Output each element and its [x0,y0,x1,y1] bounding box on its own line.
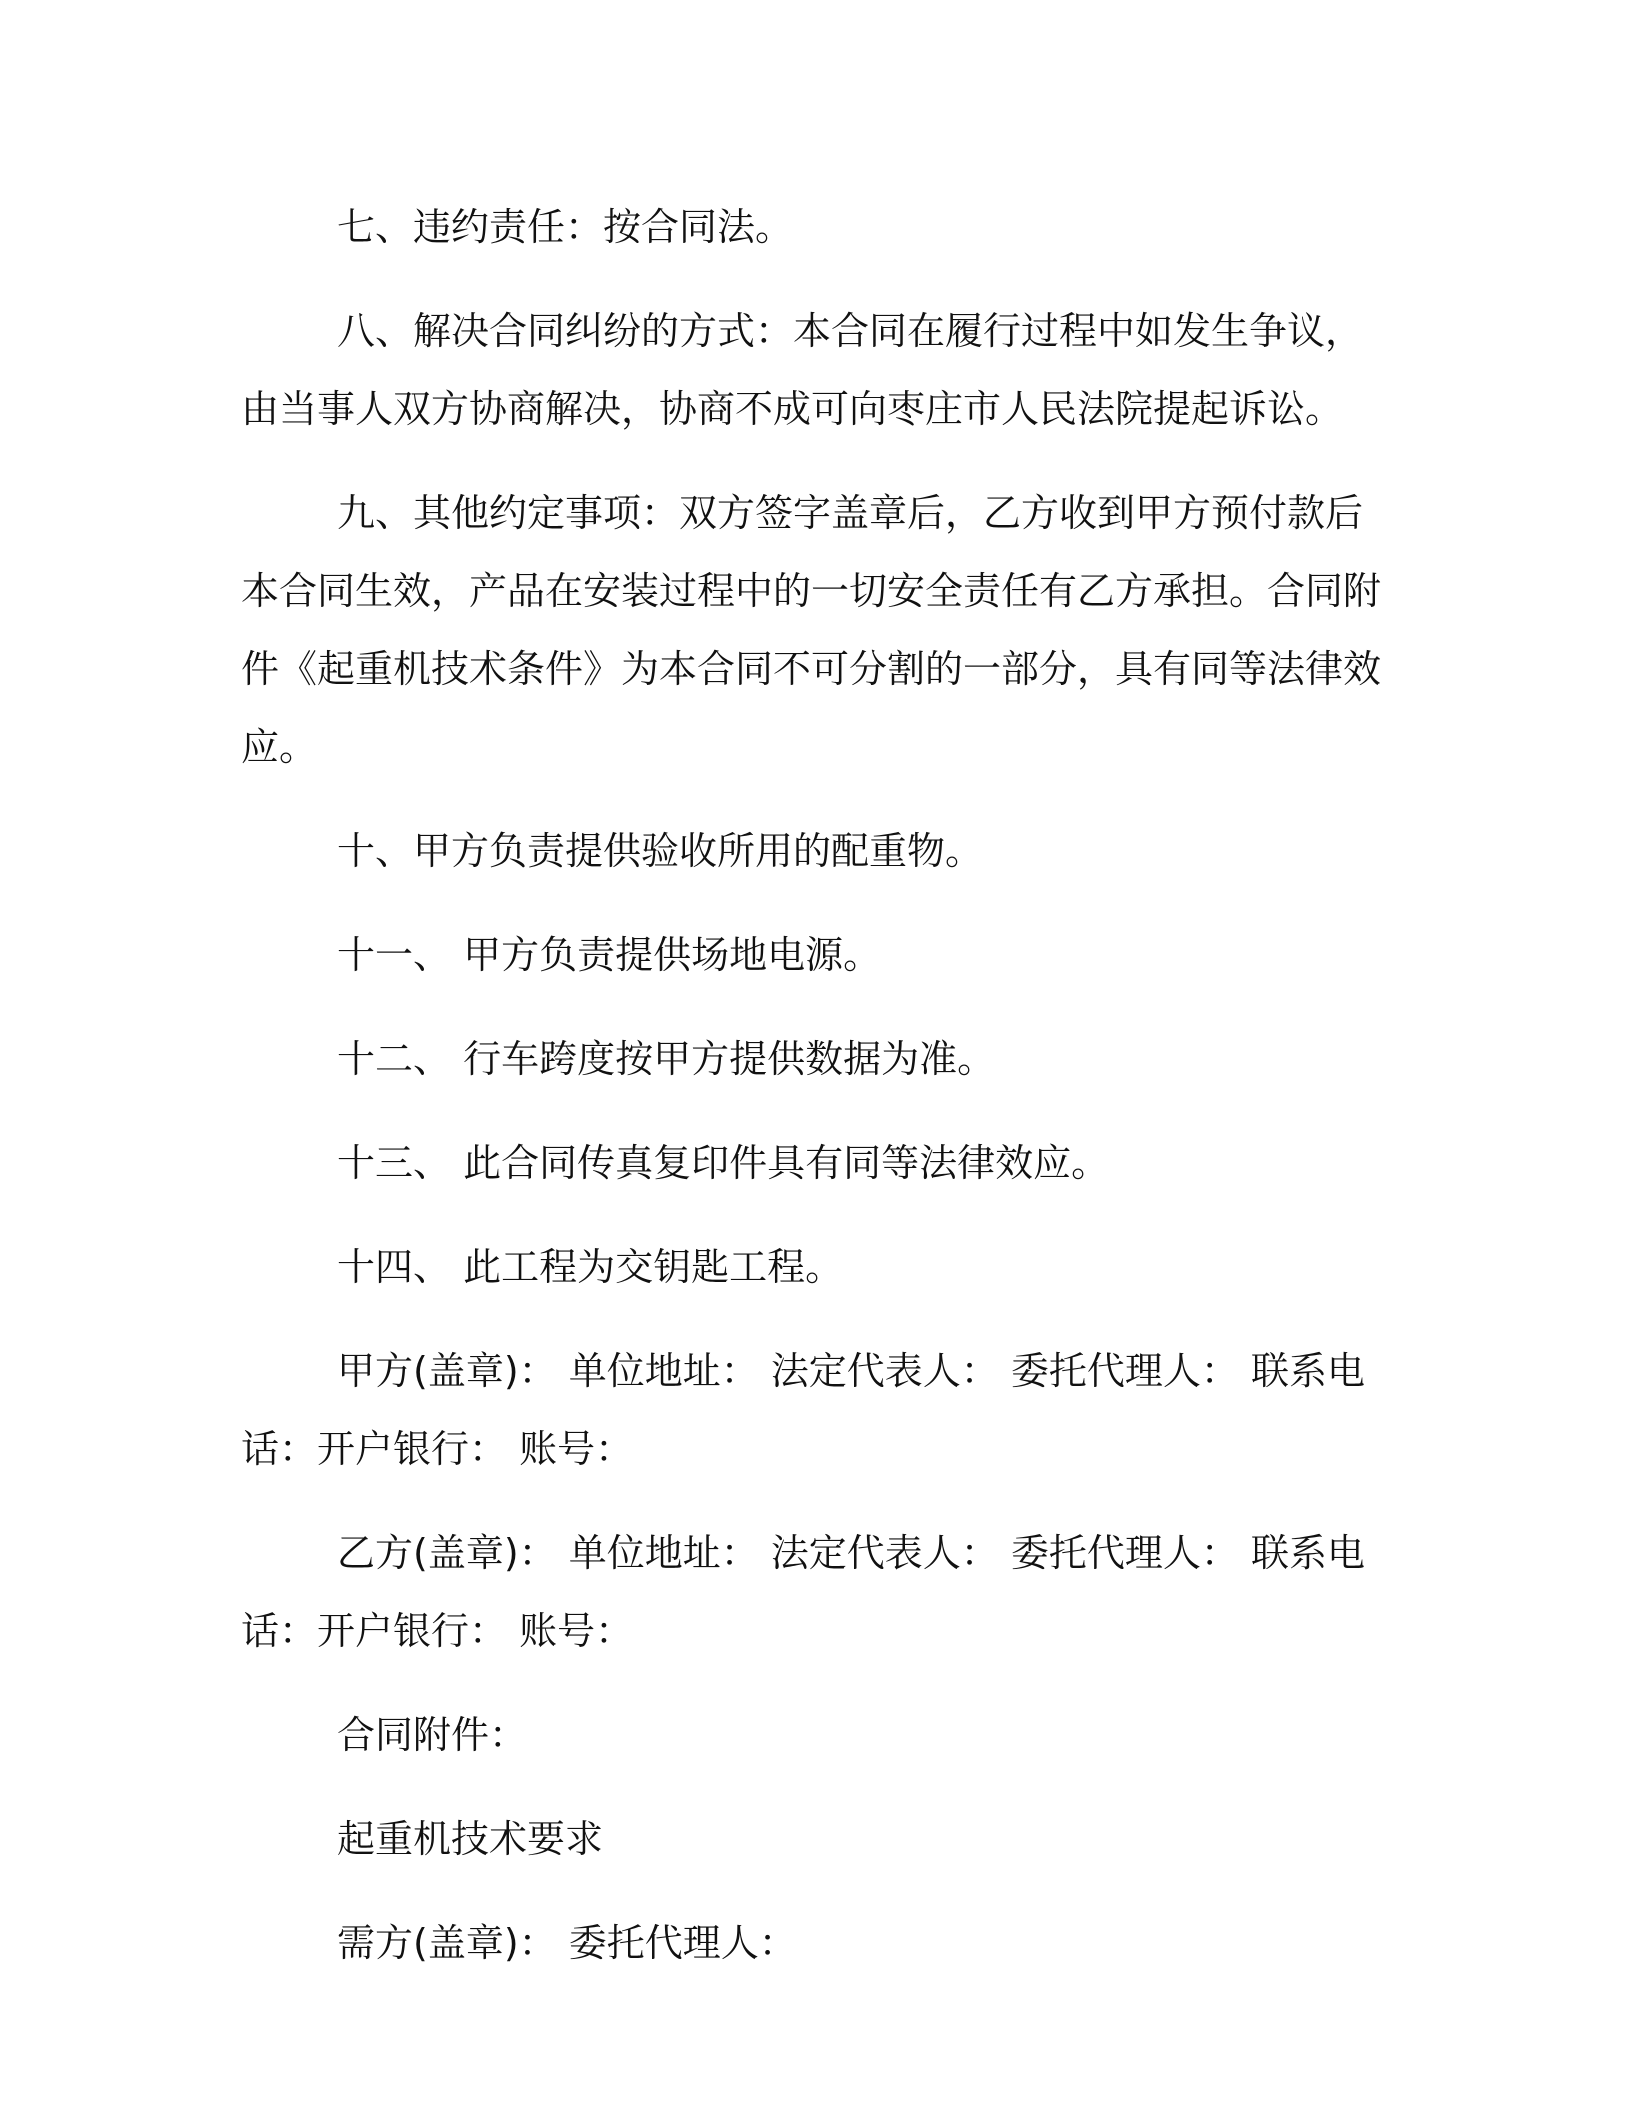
buyer-signature-block: 需方(盖章)： 委托代理人： [337,1921,797,1965]
clause-8-dispute-resolution: 八、解决合同纠纷的方式：本合同在履行过程中如发生争议，由当事人双方协商解决，协商不成可向枣庄市人民法院提起诉讼。 [241,309,1364,431]
clause-12-span: 十二、 行车跨度按甲方提供数据为准。 [337,1037,996,1081]
clause-9-other-terms: 九、其他约定事项：双方签字盖章后，乙方收到甲方预付款后本合同生效，产品在安装过程中的一切安全责任有乙方承担。合同附件《起重机技术条件》为本合同不可分割的一部分，具有同等法律效应。 [241,491,1382,769]
clause-13-fax-copy: 十三、 此合同传真复印件具有同等法律效应。 [337,1141,1110,1185]
party-a-signature-block: 甲方(盖章)： 单位地址： 法定代表人： 委托代理人： 联系电话：开户银行： 账号： [241,1349,1365,1471]
clause-14-turnkey: 十四、 此工程为交钥匙工程。 [337,1245,844,1289]
attachment-heading: 合同附件： [337,1713,528,1757]
clause-11-power-supply: 十一、 甲方负责提供场地电源。 [337,933,882,977]
contract-body [241,188,1391,2008]
clause-10-counterweight: 十、甲方负责提供验收所用的配重物。 [337,829,984,873]
attachment-title: 起重机技术要求 [337,1817,604,1861]
clause-7-liability: 七、违约责任：按合同法。 [337,205,794,249]
party-b-signature-block: 乙方(盖章)： 单位地址： 法定代表人： 委托代理人： 联系电话：开户银行： 账号： [241,1531,1365,1653]
